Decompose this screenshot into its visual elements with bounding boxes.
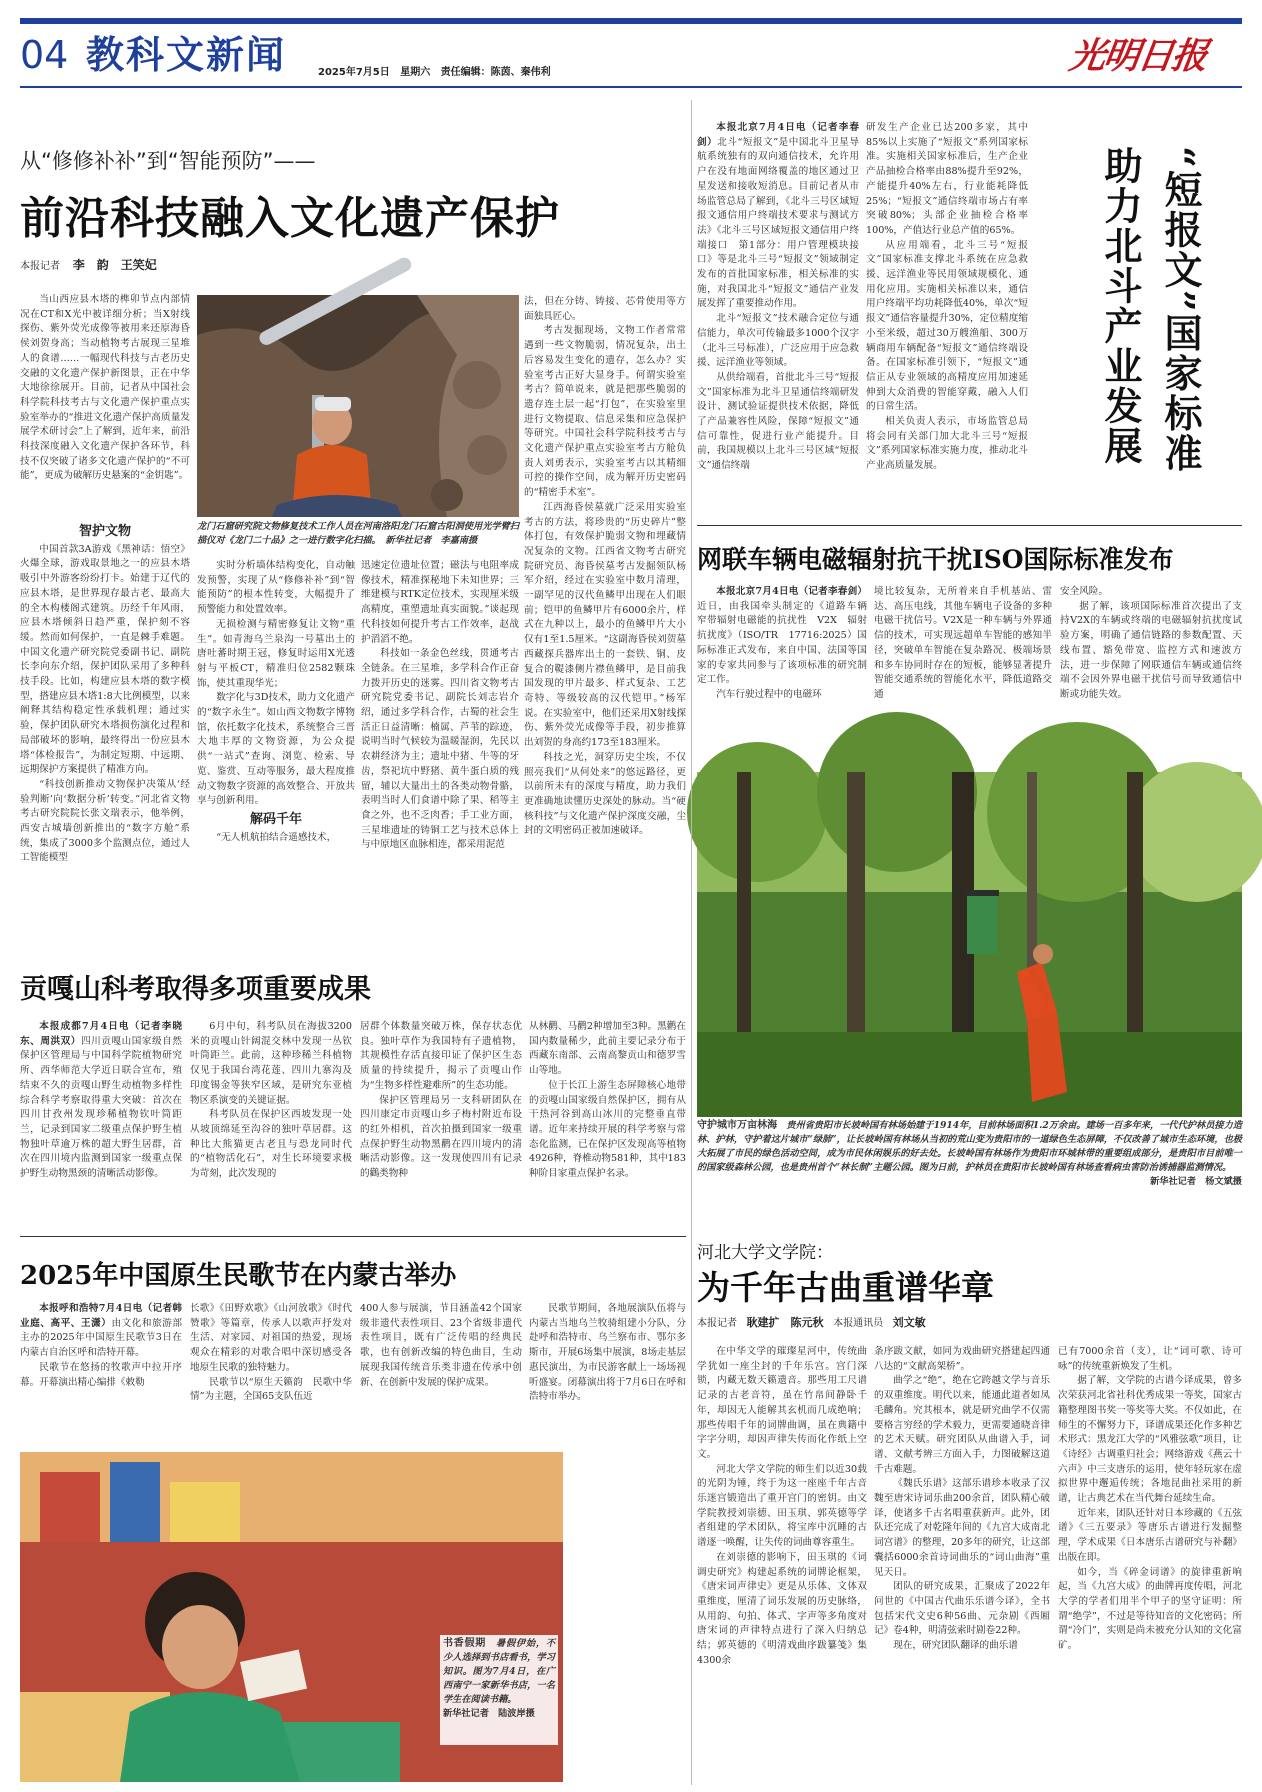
restoration-photo (197, 295, 519, 517)
editor-credit: 责任编辑：陈茵、秦伟利 (440, 67, 551, 78)
a1-kicker: 从“修修补补”到“智能预防”—— (20, 149, 316, 173)
a5-col2: 长歌》《田野欢歌》《山河放歌》《时代赞歌》等篇章，传承人以歌声抒发对生活、对家园、对祖国的热爱，现场观众在精彩的对歌合唱中深切感受各地原生民歌的独特魅力。 民歌节以“原生天籁韵 民歌中华情”为主题，全国65支队伍近 (190, 1303, 352, 1403)
a6-title: 为千年古曲重谱华章 (697, 1268, 994, 1307)
a3-col3: 安全风险。 据了解，该项国际标准首次提出了支持V2X的车辆或终端的电磁辐射抗扰度试验方案，明确了通信链路的参数配置、天线布置、豁免带宽、监控方式和速波方法，进一步保障了网联通信车辆或通信终端不会因外界电磁干扰信号而导致通信中断或功能失效。 (1060, 586, 1242, 700)
a5-title: 2025年中国原生民歌节在内蒙古举办 (20, 1261, 457, 1291)
masthead-top-rule (20, 18, 1242, 24)
a4-title: 贡嘎山科考取得多项重要成果 (20, 974, 371, 1005)
restoration-photo-art (197, 295, 519, 517)
a5-col1: 本报呼和浩特7月4日电（记者韩业庭、高平、王潇）由文化和旅游部主办的2025年中国原生民歌节3日在内蒙古自治区呼和浩特开幕。 民歌节在悠扬的牧歌声中拉开序幕。开幕演出精心编排《敕勒 (20, 1303, 183, 1388)
a1-col4: 法，但在分铸、铸接、芯骨使用等方面独具匠心。 考古发掘现场，文物工作者常常遇到一些文物脆弱，情况复杂，出土后容易发生变化的遗存，怎么办？实验室考古正好大显身手。何谓实验室考古？简单说来，就是把那些脆弱的遗存连土层一起“打包”，在实验室里进行文物提取、信息采集和应急保护等研究。中国社会科学院科技考古与文化遗产保护重点实验室考古方舱负责人刘勇表示，实验室考古以其精细可控的操作空间，成为解开历史密码的“精密手术室”。 江西海昏侯墓就广泛采用实验室考古的方法，将珍贵的“历史碎片”整体打包，有效保护脆弱文物和埋藏情况复杂的文物。江西省文物考古研究院研究员、海昏侯墓考古发掘领队杨军介绍，经过在实验室中数月清理，一副罕见的汉代鱼鳞甲出现在人们眼前；铠甲的鱼鳞甲片有6000余片，样式在九种以上，最小的鱼鳞甲片大小仅有1至1.5厘米。“这副海昏侯刘贺墓西藏探兵器库出土的一套铁、铜、皮复合的鞮漆侧片襟鱼鳞甲，是目前我国发现的甲片最多、样式复杂、工艺奇特、等级较高的汉代铠甲。”杨军说。在实验室中，他们还采用X射线探伤、紫外荧光成像等手段，初步推算出刘贺的身高约173至183厘米。 科技之光，洞穿历史尘埃，不仅照亮我们“从何处来”的悠远路径，更以前所未有的深度与精度，助力我们更准确地读懂历史深处的脉动。当“硬核科技”与文化遗产保护深度交融，尘封的文明密码正被加速破译。 (524, 296, 686, 837)
a5-col4: 民歌节期间，各地展演队伍将与内蒙古当地乌兰牧骑组建小分队，分赴呼和浩特市、乌兰察布市、鄂尔多斯市，开展6场集中展演，8场走基层惠民演出，为市民游客献上一场场视听盛宴。闭幕演出将于7月6日在呼和浩特市举办。 (529, 1303, 686, 1403)
a2-col2: 研发生产企业已达200多家，其中85%以上实施了“短报文”系列国家标准。实施相关国家标准后，生产企业产品抽检合格率由88%提升至92%，产能提升40%左右，行业能耗降低25%；“短报文”通信终端市场占有率突破80%；头部企业抽检合格率100%，产值达行业总产值的65%。 从应用端看，北斗三号“短报文”国家标准支撑北斗系统在应急救援、远洋渔业等民用领域规模化、通用化应用。实施相关标准以来，通信用户终端平均功耗降低40%，单次“短报文”通信容量提升30%，定位精度缩小至米级，超过30万艘渔船、300万辆商用车辆配备“短报文”通信终端设备。在国家标准引领下，“短报文”通信正从专业领域的高精度应用加速延伸到大众消费的智能穿戴，融入人们的日常生活。 相关负责人表示，市场监管总局将会同有关部门加大北斗三号“短报文”系列国家标准实施力度，推动北斗产业高质量发展。 (866, 122, 1028, 472)
a3-title: 网联车辆电磁辐射抗干扰ISO国际标准发布 (697, 545, 1174, 574)
a6-kicker: 河北大学文学院： (697, 1243, 833, 1263)
paper-logo: 光明日报 (1066, 35, 1209, 77)
a1-col3: 迅速定位遗址位置；磁法与电阻率成像技术，精准探秘地下未知世界；三维建模与RTK定位技术，实现厘米级高精度，重塑遗址真实面貌。”谈起现代科技如何提升考古工作效率，赵战护滔滔不绝。 科技如一条金色丝线，贯通考古全链条。在三星堆，多学科合作正奋力拨开历史的迷雾。四川省文物考古研究院党委书记、副院长刘志岩介绍，通过多学科合作，古蜀的社会生活正日益清晰：楠属、芦苇的踪迹，说明当时气候较为温暖湿润，先民以农耕经济为主；遗址中猪、牛等的牙齿，祭祀坑中野猪、黄牛蛋白质的残留，辅以大量出土的各类动物骨骼，表明当时人们食谱中除了果、稻等主食之外，也不乏肉香；手工业方面，三星堆遗址的铸铜工艺与技术总体上与中原地区血脉相连，都采用泥范 (361, 560, 519, 851)
a6-col1: 在中华文学的璀璨星河中，传统曲学犹如一座尘封的千年乐宫。宫门深锁，内藏无数天籁遗音。那些用工尺谱记录的古老音符，虽在竹帛间静卧千年，却因无人能解其玄机而几成绝响；那些传唱千年的词牌曲调，虽在典籍中字字分明，却因声律失传而化作纸上空文。 河北大学文学院的师生们以近30载的光阴为锤，终于为这一座座千年古音乐迷宫锻造出了重开宫门的密钥。由文学院教授刘崇德、田玉琪、郭英德等学者组建的学术团队，将宝库中沉睡的古谱逐一唤醒，让失传的词曲尊容重生。 在刘崇德的影响下，田玉琪的《词调史研究》构建起系统的词牌论框架，《唐宋词声律史》更是从乐体、文体双重维度，厘清了词乐发展的历史脉络，从用韵、句拍、体式、字声等多角度对唐宋词的声律特点进行了深入归纳总结；郭英德的《明清戏曲序跋纂笺》集4300余 (697, 1346, 867, 1666)
section-title: 教科文新闻 (86, 33, 287, 77)
a1-authors: 李 韵 王笑妃 (72, 258, 157, 272)
a4-col2: 6月中旬，科考队员在海拔3200米的贡嘎山针阔混交林中发现一丛钦叶筒距兰。此前，这种珍稀兰科植物仅见于我国台湾花莲、四川九寨沟及印度锡金等狭窄区域，是研究东亚植物区系演变的关键证据。 科考队员在保护区西坡发现一处从坡顶绵延至沟谷的独叶草居群。这种比大熊猫更古老且与恐龙同时代的“植物活化石”，对生长环境要求极为苛刻，此次发现的 (190, 1021, 352, 1180)
a3-col2: 境比较复杂，无所着来自手机基站、雷达、高压电线，其他车辆电子设备的多种电磁干扰信号。V2X是一种车辆与外界通信的技术，可实现远超单车智能的感知半径，突破单车智能在复杂路况、极端场景和多车协同时存在的短板，能够显著提升智能交通系统的智能化水平，降低道路交通 (874, 586, 1052, 700)
a1-subhead-2: 解码千年 (249, 811, 302, 827)
a6-byline: 本报记者 耿建扩 陈元秋 本报通讯员 刘文敏 (697, 1316, 926, 1329)
bookstore-photo-credit: 新华社记者 陆波岸摄 (443, 1708, 535, 1719)
masthead-bottom-rule (20, 86, 1242, 88)
masthead-info (318, 63, 551, 78)
issue-weekday: 星期六 (400, 67, 431, 78)
a5-col3: 400人参与展演，节目涵盖42个国家级非遗代表性项目、23个省级非遗代表性项目，既有广泛传唱的经典民歌，也有创新改编的特色曲目，生动展现我国传统音乐类非遗在传承中创新、在创新中发展的保护成果。 (360, 1303, 522, 1388)
a1-col2: 实时分析墙体结构变化，自动触发预警，实现了从“修修补补”到“智能预防”的根本性转变，大幅提升了预警能力和处置效率。 无损检测与精密修复让文物“重生”。如青海乌兰泉沟一号墓出土的唐吐蕃时期王冠，修复时运用X光透射与平板CT，精准归位2582颗珠饰，使其重现华光； 数字化与3D技术，助力文化遗产的“数字永生”。如山西文物数字博物馆，依托数字化技术，系统整合三晋大地丰厚的文物资源，为公众提供“一站式”查询、浏览、检索、导览、鉴赏、互动等服务，最大程度推动文物数字资源的高效整合、开放共享与创新利用。 解码千年 “无人机航拍结合遥感技术， (197, 560, 355, 843)
a1-col1: 智护文物 中国首款3A游戏《黑神话：悟空》火爆全球，游戏取景地之一的应县木塔吸引中外游客纷纷打卡。始建于辽代的应县木塔，是世界现存最古老、最高大的全木构楼阁式建筑。历经千年风雨，应县木塔倾斜日趋严重，保护刻不容缓。然而如何保护，一直是棘手难题。中国文化遗产研究院党委副书记、副院长李向东介绍，保护团队采用了多种科技手段。比如，构建应县木塔的数字模型，搭建应县木塔1:8大比例模型，以来阐释其结构稳定性承载机理；通过实验，保护团队研究木塔损伤演化过程和局部破坏的影响，最终得出一份应县木塔“体检报告”，为制定短期、中远期、远期保护方案提供了精准方向。 “科技创新推动文物保护决策从‘经验判断’向‘数据分析’转变。”河北省文物考古研究院院长张文瑞表示，他举例，西安古城墙创新推出的“数字方舱”系统，集成了3000多个监测点位，通过人工智能模型 (20, 524, 190, 864)
divider-a2 (697, 525, 1242, 526)
forest-ranger-photo (697, 772, 1242, 1117)
a2-col1: 本报北京7月4日电（记者李春剑）北斗“短报文”是中国北斗卫星导航系统独有的双向通信技术，允许用户在没有地面网络覆盖的地区通过卫星发送和接收短消息。目前记者从市场监管总局了解到，《北斗三号区域短报文通信用户终端技术要求与测试方法》《北斗三号区域短报文通信用户终端接口 第1部分：用户管理模块接口》等是北斗三号“短报文”领域制定发布的首批国家标准，相关标准的实施，对我国北斗“短报文”通信产业发展发挥了重要推动作用。 北斗“短报文”技术融合定位与通信能力，单次可传输最多1000个汉字（北斗三号标准），广泛应用于应急救援、远洋渔业等领域。 从供给端看，首批北斗三号“短报文”国家标准为北斗卫星通信终端研发设计、测试验证提供技术依据，降低了产品兼容性风险，保障“短报文”通信可靠性，促进行业产能提升。目前，我国规模以上北斗三号区域“短报文”通信终端 (697, 122, 860, 472)
a4-col3: 居群个体数量突破万株，保存状态优良。独叶草作为我国特有子遗植物，其规模性存活直接印证了保护区生态质量的持续提升，揭示了贡嘎山作为“生物多样性避难所”的生态功能。 保护区管理局另一支科研团队在四川康定市贡嘎山乡子梅村附近布设的红外相机，首次拍摄到国家一级重点保护野生动物黑鹳在四川境内的清晰活动影像。这一发现使四川有记录的鸛类物种 (360, 1021, 522, 1180)
forest-ranger-photo-art (697, 772, 1242, 1117)
bookstore-photo-caption: 书香假期 暑假伊始，不少人选择到书店看书，学习知识。图为7月4日，在广西南宁一家新华书店，一名学生在阅读书籍。 新华社记者 陆波岸摄 (440, 1635, 558, 1745)
a6-col3: 已有7000余首（支），让“词可歌、诗可咏”的传统重新焕发了生机。 据了解，文学院的古谱今译成果，曾多次荣获河北省社科优秀成果一等奖，国家古籍整理图书奖一等奖等大奖。不仅如此，在师生的不懈努力下，译谱成果还化作多种艺术形式：黑龙江大学的“风雅弦歌”项目，让《诗经》古调重归社会；网络游戏《燕云十六声》中三支唐乐的运用，使年轻玩家在虚拟世界中邂逅传统；各地昆曲社采用的新谱，让古典艺术在当代舞台延续生命。 近年来，团队还针对日本珍藏的《五弦谱》《三五要录》等唐乐古谱进行发掘整理，学术成果《日本唐乐古谱研究与补翻》出版在即。 如今，当《碎金词谱》的旋律重新响起，当《九宫大成》的曲牌再度传唱，河北大学的学者们用半个甲子的坚守证明：所谓“绝学”，不过是等待知音的文化密码；所谓“冷门”，实则是尚未被充分认知的文化富矿。 (1058, 1346, 1242, 1652)
a6-col2: 条序跋文献，如同为戏曲研究搭建起四通八达的“文献高架桥”。 曲学之“绝”，绝在它跨越文学与音乐的双重维度。明代以来，能通此道者如凤毛麟角。究其根本，就是研究曲学不仅需要格言穷经的学术毅力，更需要通晓音律的艺术天赋。研究团队从曲谱入手，词谱、文献考辨三方面入手，力图破解这道千古难题。 《魏氏乐谱》这部乐谱珍本收录了汉魏至唐宋诗词乐曲200余首，团队精心破译，使诸多千古名唱重获新声。此外，团队还完成了对乾隆年间的《九宫大成南北词宫谱》的整理，20多年的研究，让这部囊括6000余首诗词曲乐的“词山曲海”重见天日。 团队的研究成果，汇聚成了2022年问世的《中国古代曲乐乐谱今译》，全书包括宋代文史6种56曲、元杂剧《西厢记》卷4种，明清弦索时剧卷22种。 现在，研究团队翻译的曲乐谱 (874, 1346, 1050, 1652)
forest-photo-credit: 新华社记者 杨文斌摄 (1150, 1176, 1242, 1187)
a4-col4: 从林鹳、马鹳2种增加至3种。黑鹳在国内数量稀少，此前主要记录分布于西藏东南部、云南高黎贡山和德罗雪山等地。 位于长江上游生态屏障核心地带的贡嘎山国家级自然保护区，拥有从干热河谷到高山冰川的完整垂直带谱。近年来持续开展的科学考察与常态化监测，已在保护区发现高等植物4926种，脊椎动物581种，其中183种阶目家重点保护名录。 (529, 1021, 686, 1180)
a1-title: 前沿科技融入文化遗产保护 (20, 193, 560, 244)
a1-byline: 本报记者 李 韵 王笑妃 (20, 258, 157, 272)
a3-col1: 本报北京7月4日电（记者李春剑）近日，由我国牵头制定的《道路车辆 窄带辐射电磁能的抗扰性 V2X 辐射抗扰度》（ISO/TR 17716:2025）国际标准正式发布，来自中国、法国等国家的专家共同参与了该项标准的研究制定工作。 汽车行驶过程中的电磁环 (697, 586, 877, 700)
a4-col1: 本报成都7月4日电（记者李晓东、周洪双）四川贡嘎山国家级自然保护区管理局与中国科学院植物研究所、西华师范大学近日联合宣布，殖结束不久的贡嘎山野生动植物多样性综合科学考察取得重大突破：首次在四川甘孜州发现珍稀植物钦叶筒距兰，记录到国家二级重点保护野生植物独叶草逾万株的超大野生居群，首次在四川境内监测到国家一级重点保护野生动物黑颈的清晰活动影像。 (20, 1021, 183, 1180)
restoration-photo-caption: 龙门石窟研究院文物修复技术工作人员在河南洛阳龙门石窟古阳洞使用光学臂扫描仪对《龙门二十品》之一进行数字化扫描。 新华社记者 李嘉南摄 (197, 521, 519, 546)
vertical-divider (691, 100, 692, 1785)
forest-photo-caption: 守护城市万亩林海 贵州省贵阳市长坡岭国有林场始建于1914年，目前林场面积1.2万余亩。建场一百多年来，一代代护林员接力造林、护林，守护着这片城市“绿肺”，让长坡岭国有林场从当初的荒山变为贵阳市的一道绿色生态屏障，不仅改善了城市生态环境，也极大拓展了市民的绿色活动空间，成为市民休闲娱乐的好去处。长坡岭国有林场作为贵阳市环城林带的重要组成部分，是贵阳市目前唯一的国家级森林公园，也是贵州首个“林长制”主题公园。图为日前，护林员在贵阳市长坡岭国有林场查看病虫害防治诱捕器监测情况。 新华社记者 杨文斌摄 (697, 1120, 1242, 1187)
a1-col1-top: 当山西应县木塔的榫卯节点内部情况在CT和X光中被详细分析；当X射线探伤、紫外荧光成像等被用来还原海昏侯刘贺身高；当动植物考古展现三星堆人的食谱……一幅现代科技与古老历史交融的文化遗产保护新图景，正在中华大地徐徐展开。目前，记者从中国社会科学院科技考古与文化遗产保护重点实验室举办的“推进文化遗产保护高质量发展学术研讨会”上了解到，近年来，前沿科技深度融入文化遗产保护各环节，科技不仅突破了诸多文化遗产保护的“不可能”，更成为破解历史悬案的“金钥匙”。 (20, 294, 190, 482)
issue-date: 2025年7月5日 (318, 67, 390, 78)
page-number: 04 (20, 33, 69, 77)
a1-subhead-1: 智护文物 (78, 524, 131, 539)
divider-a4 (20, 1236, 686, 1237)
a2-title: “短报文”国家标准助力北斗产业发展 (1098, 146, 1203, 474)
